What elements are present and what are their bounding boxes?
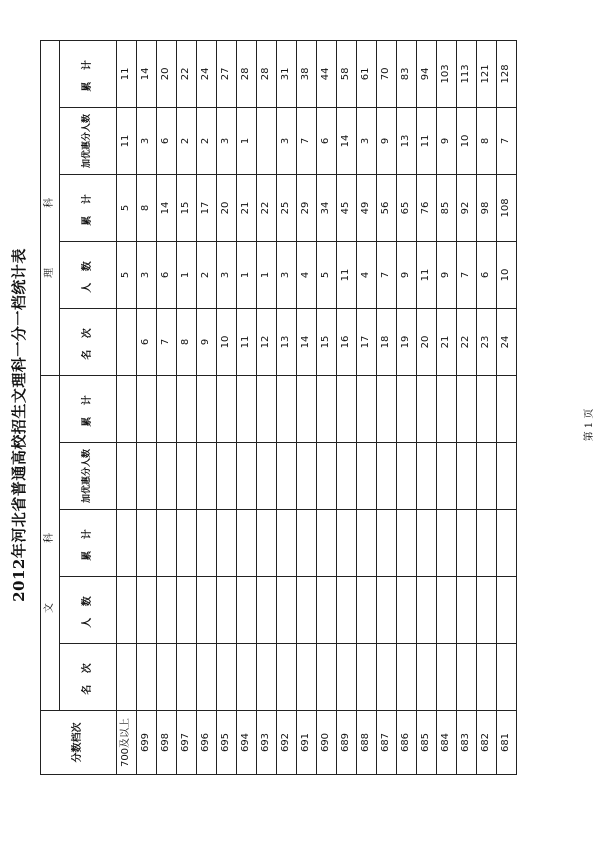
wen-total-cell [177,375,197,442]
li-cumulative-cell: 15 [177,174,197,241]
wen-count-cell [457,577,477,644]
wen-cumulative-cell [257,510,277,577]
wen-cumulative-cell [217,510,237,577]
score-cell: 681 [497,711,517,775]
wen-bonus-cell [197,443,217,510]
li-total-cell: 70 [377,40,397,107]
wen-total-cell [377,375,397,442]
wen-bonus-cell [377,443,397,510]
li-total-cell: 61 [357,40,377,107]
li-total-cell: 28 [257,40,277,107]
li-rank-cell: 24 [497,308,517,375]
li-rank-cell: 6 [137,308,157,375]
wen-count-cell [257,577,277,644]
wen-count-cell [277,577,297,644]
wen-bonus-cell [237,443,257,510]
wen-bonus-cell [477,443,497,510]
li-bonus-cell: 10 [457,107,477,174]
wen-rank-cell [377,644,397,711]
li-total-cell: 94 [417,40,437,107]
li-bonus-cell: 14 [337,107,357,174]
li-cumulative-cell: 65 [397,174,417,241]
li-count-cell: 6 [157,241,177,308]
wen-rank-cell [197,644,217,711]
wen-bonus-cell [157,443,177,510]
wen-cumulative-cell [477,510,497,577]
li-cumulative-cell: 76 [417,174,437,241]
li-bonus-cell: 3 [137,107,157,174]
wen-ke-header [41,375,60,710]
li-rank-cell: 15 [317,308,337,375]
wen-rank-cell [437,644,457,711]
score-cell: 692 [277,711,297,775]
li-cumulative-cell: 29 [297,174,317,241]
score-header: 分数档次 [41,711,117,775]
wen-bonus-cell [417,443,437,510]
li-rank-cell: 21 [437,308,457,375]
li-count-cell: 9 [437,241,457,308]
header-group-row [41,40,60,774]
li-rank-cell: 11 [237,308,257,375]
wen-rank-cell [417,644,437,711]
score-cell: 684 [437,711,457,775]
table-row [217,40,237,774]
li-count-cell: 2 [197,241,217,308]
wen-rank-cell [177,644,197,711]
li-ke-label: 科 [43,137,55,208]
li-cumulative-cell: 56 [377,174,397,241]
li-cumulative-cell: 20 [217,174,237,241]
wen-rank-cell [477,644,497,711]
wen-cumulative-cell [397,510,417,577]
header-sub-row [60,40,117,774]
li-bonus-header: 加优惠分人数 [60,107,117,174]
wen-cumulative-cell [197,510,217,577]
table-row [437,40,457,774]
li-cumulative-cell: 108 [497,174,517,241]
table-row [297,40,317,774]
wen-count-cell [357,577,377,644]
li-cumulative-cell: 49 [357,174,377,241]
wen-total-cell [337,375,357,442]
li-count-cell: 4 [357,241,377,308]
li-total-cell: 11 [117,40,137,107]
score-cell: 688 [357,711,377,775]
wen-total-cell [197,375,217,442]
li-total-cell: 121 [477,40,497,107]
wen-count-cell [217,577,237,644]
score-cell: 698 [157,711,177,775]
wen-total-cell [457,375,477,442]
wen-count-cell [137,577,157,644]
li-cumulative-cell: 98 [477,174,497,241]
li-total-cell: 38 [297,40,317,107]
table-row [457,40,477,774]
wen-count-cell [337,577,357,644]
wen-cumulative-cell [297,510,317,577]
wen-bonus-cell [217,443,237,510]
wen-bonus-cell [457,443,477,510]
table-row [417,40,437,774]
li-bonus-cell: 8 [477,107,497,174]
li-count-cell: 11 [417,241,437,308]
li-count-cell: 7 [457,241,477,308]
li-count-cell: 6 [477,241,497,308]
score-cell: 687 [377,711,397,775]
li-rank-cell: 10 [217,308,237,375]
score-cell: 690 [317,711,337,775]
wen-count-cell [157,577,177,644]
table-row [157,40,177,774]
wen-cumulative-cell [497,510,517,577]
wen-rank-header: 名 次 [60,644,117,711]
li-count-cell: 10 [497,241,517,308]
wen-total-cell [237,375,257,442]
li-rank-cell: 8 [177,308,197,375]
wen-count-header: 人 数 [60,577,117,644]
li-count-cell: 3 [217,241,237,308]
wen-rank-cell [277,644,297,711]
li-rank-cell: 14 [297,308,317,375]
wen-count-cell [377,577,397,644]
wen-bonus-cell [117,443,137,510]
wen-cumulative-cell [157,510,177,577]
score-cell: 693 [257,711,277,775]
li-total-header: 累 计 [60,40,117,107]
wen-count-cell [477,577,497,644]
wen-cumulative-header: 累 计 [60,510,117,577]
table-row [397,40,417,774]
wen-cumulative-cell [337,510,357,577]
li-cumulative-cell: 22 [257,174,277,241]
table-row [477,40,497,774]
li-cumulative-cell: 5 [117,174,137,241]
li-ke-header [41,40,60,375]
li-cumulative-cell: 25 [277,174,297,241]
wen-total-cell [477,375,497,442]
page-title: 2012年河北省普通高校招生文理科一分一档统计表 [10,248,28,602]
li-count-cell: 9 [397,241,417,308]
li-rank-cell: 23 [477,308,497,375]
li-bonus-cell: 6 [317,107,337,174]
wen-bonus-cell [337,443,357,510]
li-total-cell: 58 [337,40,357,107]
table-row [357,40,377,774]
score-cell: 694 [237,711,257,775]
li-total-cell: 24 [197,40,217,107]
score-cell: 691 [297,711,317,775]
wen-bonus-cell [257,443,277,510]
score-cell: 685 [417,711,437,775]
li-bonus-cell: 1 [237,107,257,174]
li-count-cell: 1 [237,241,257,308]
wen-rank-cell [137,644,157,711]
score-cell: 700及以上 [117,711,137,775]
wen-cumulative-cell [277,510,297,577]
li-total-cell: 31 [277,40,297,107]
score-cell: 686 [397,711,417,775]
li-rank-cell: 18 [377,308,397,375]
wen-bonus-cell [137,443,157,510]
li-bonus-cell: 3 [277,107,297,174]
wen-rank-cell [157,644,177,711]
li-rank-cell: 7 [157,308,177,375]
li-cumulative-cell: 34 [317,174,337,241]
wen-cumulative-cell [437,510,457,577]
li-total-cell: 20 [157,40,177,107]
wen-count-cell [237,577,257,644]
wen-rank-cell [397,644,417,711]
li-total-cell: 113 [457,40,477,107]
table-row [277,40,297,774]
li-label: 理 [43,207,55,278]
li-rank-cell: 20 [417,308,437,375]
wen-rank-cell [257,644,277,711]
li-cumulative-cell: 92 [457,174,477,241]
score-cell: 689 [337,711,357,775]
score-rank-table [40,40,517,775]
wen-total-cell [417,375,437,442]
wen-total-cell [257,375,277,442]
table-row [177,40,197,774]
wen-ke-label: 科 [43,472,55,543]
wen-bonus-cell [357,443,377,510]
li-cumulative-cell: 17 [197,174,217,241]
wen-rank-cell [117,644,137,711]
wen-cumulative-cell [357,510,377,577]
li-bonus-cell: 13 [397,107,417,174]
li-rank-cell: 22 [457,308,477,375]
li-count-cell: 1 [177,241,197,308]
wen-count-cell [197,577,217,644]
li-rank-cell: 12 [257,308,277,375]
wen-total-cell [397,375,417,442]
li-count-cell: 7 [377,241,397,308]
wen-cumulative-cell [317,510,337,577]
wen-cumulative-cell [177,510,197,577]
wen-total-cell [297,375,317,442]
wen-rank-cell [237,644,257,711]
wen-cumulative-cell [237,510,257,577]
li-bonus-cell: 7 [297,107,317,174]
li-total-cell: 103 [437,40,457,107]
li-rank-cell: 19 [397,308,417,375]
li-total-cell: 28 [237,40,257,107]
li-rank-cell: 16 [337,308,357,375]
wen-total-cell [317,375,337,442]
li-total-cell: 83 [397,40,417,107]
li-total-cell: 14 [137,40,157,107]
li-bonus-cell: 7 [497,107,517,174]
wen-total-cell [137,375,157,442]
li-total-cell: 22 [177,40,197,107]
li-count-cell: 4 [297,241,317,308]
wen-bonus-cell [497,443,517,510]
wen-bonus-cell [437,443,457,510]
wen-bonus-header: 加优惠分人数 [60,443,117,510]
wen-cumulative-cell [417,510,437,577]
wen-count-cell [317,577,337,644]
li-count-cell: 5 [317,241,337,308]
wen-rank-cell [297,644,317,711]
li-cumulative-header: 累 计 [60,174,117,241]
wen-rank-cell [317,644,337,711]
li-cumulative-cell: 8 [137,174,157,241]
wen-count-cell [117,577,137,644]
wen-bonus-cell [177,443,197,510]
li-cumulative-cell: 85 [437,174,457,241]
li-bonus-cell [257,107,277,174]
wen-total-cell [497,375,517,442]
wen-bonus-cell [317,443,337,510]
table-body [117,40,517,774]
li-rank-cell: 9 [197,308,217,375]
wen-bonus-cell [297,443,317,510]
li-count-cell: 1 [257,241,277,308]
wen-total-cell [437,375,457,442]
wen-total-cell [117,375,137,442]
wen-total-header: 累 计 [60,375,117,442]
li-bonus-cell: 2 [197,107,217,174]
li-total-cell: 27 [217,40,237,107]
table-row [237,40,257,774]
table-row [117,40,137,774]
score-cell: 683 [457,711,477,775]
page-footer: 第 1 页 [584,408,595,442]
li-count-cell: 11 [337,241,357,308]
li-cumulative-cell: 45 [337,174,357,241]
wen-label: 文 [43,542,55,613]
wen-rank-cell [357,644,377,711]
wen-count-cell [297,577,317,644]
li-count-header: 人 数 [60,241,117,308]
table-row [197,40,217,774]
wen-count-cell [437,577,457,644]
table-row [497,40,517,774]
score-cell: 697 [177,711,197,775]
li-count-cell: 5 [117,241,137,308]
wen-count-cell [497,577,517,644]
score-cell: 682 [477,711,497,775]
li-total-cell: 44 [317,40,337,107]
wen-total-cell [277,375,297,442]
li-bonus-cell: 9 [377,107,397,174]
score-cell: 696 [197,711,217,775]
table-row [137,40,157,774]
wen-bonus-cell [397,443,417,510]
li-rank-cell [117,308,137,375]
wen-total-cell [357,375,377,442]
table-row [317,40,337,774]
li-total-cell: 128 [497,40,517,107]
li-bonus-cell: 3 [217,107,237,174]
wen-cumulative-cell [377,510,397,577]
li-bonus-cell: 2 [177,107,197,174]
table-row [337,40,357,774]
wen-count-cell [397,577,417,644]
li-bonus-cell: 9 [437,107,457,174]
score-cell: 695 [217,711,237,775]
wen-rank-cell [337,644,357,711]
wen-rank-cell [497,644,517,711]
li-bonus-cell: 3 [357,107,377,174]
wen-rank-cell [217,644,237,711]
li-rank-cell: 17 [357,308,377,375]
wen-cumulative-cell [457,510,477,577]
li-rank-cell: 13 [277,308,297,375]
li-bonus-cell: 11 [417,107,437,174]
wen-cumulative-cell [117,510,137,577]
wen-count-cell [177,577,197,644]
score-cell: 699 [137,711,157,775]
wen-bonus-cell [277,443,297,510]
li-cumulative-cell: 21 [237,174,257,241]
table-row [377,40,397,774]
wen-total-cell [157,375,177,442]
wen-cumulative-cell [137,510,157,577]
table-row [257,40,277,774]
li-bonus-cell: 6 [157,107,177,174]
wen-total-cell [217,375,237,442]
wen-rank-cell [457,644,477,711]
li-rank-header: 名 次 [60,308,117,375]
li-cumulative-cell: 14 [157,174,177,241]
li-count-cell: 3 [277,241,297,308]
wen-count-cell [417,577,437,644]
li-bonus-cell: 11 [117,107,137,174]
li-count-cell: 3 [137,241,157,308]
